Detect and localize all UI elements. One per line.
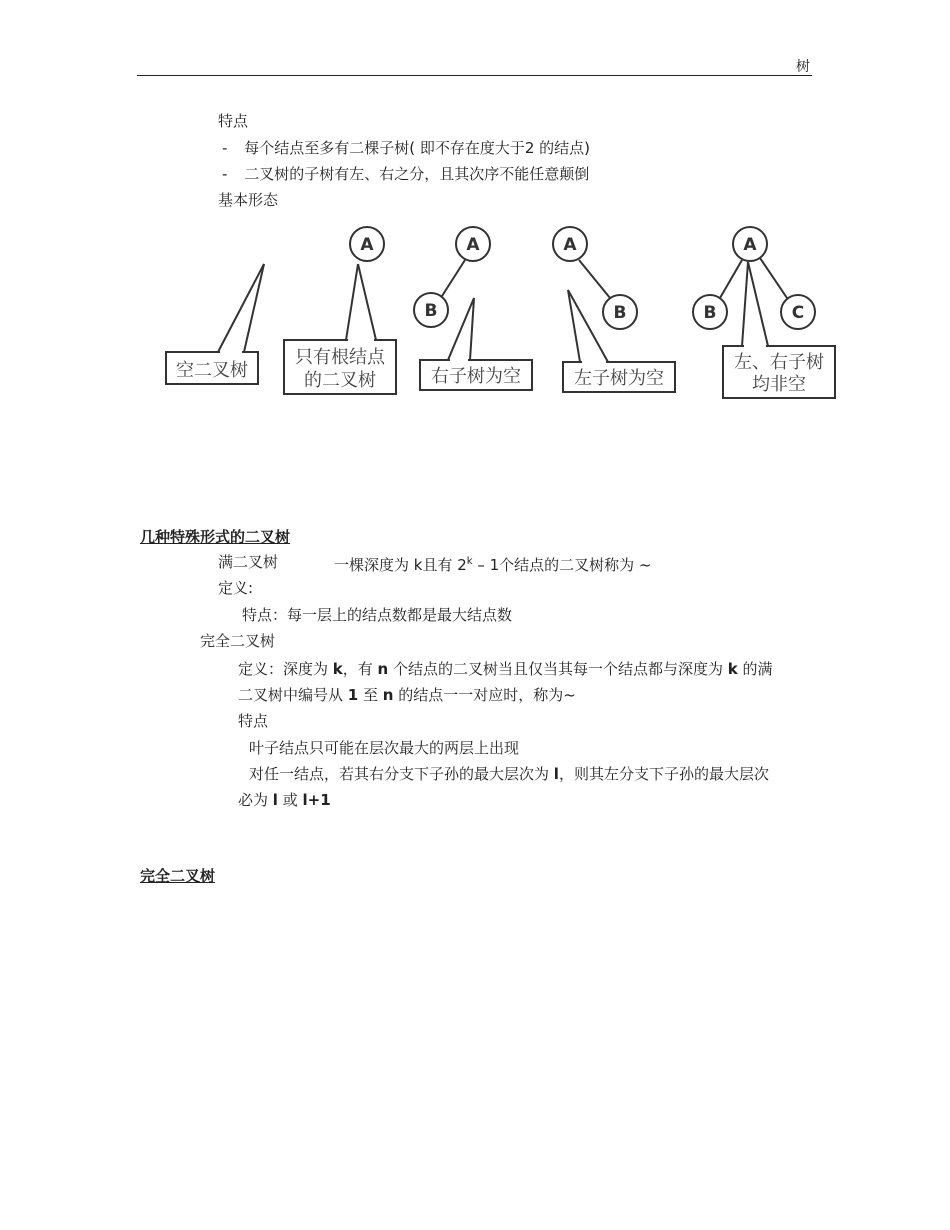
text-run: 至 [358, 686, 383, 704]
var-l: l [272, 791, 278, 809]
text-run: 定义：深度为 [238, 660, 333, 678]
label-right-empty: 右子树为空 [431, 366, 521, 387]
binary-tree-forms-diagram [160, 222, 840, 404]
page-header-title: 树 [796, 59, 810, 75]
node-a-label: A [360, 235, 374, 255]
full-tree-definition [334, 552, 652, 575]
label-root-only-line2: 的二叉树 [304, 370, 376, 391]
complete-tree-heading: 完全二叉树 [140, 867, 216, 885]
text-run: 的满 [737, 660, 773, 678]
forms-title: 基本形态 [218, 191, 279, 209]
full-tree-title: 满二叉树 [218, 553, 279, 571]
header-divider [137, 75, 812, 76]
var-n: n [382, 686, 394, 704]
node-c-label: C [791, 303, 805, 323]
complete-tree-def-line2 [238, 685, 576, 705]
feature-item-2 [222, 164, 589, 184]
label-both-line2: 均非空 [752, 374, 806, 395]
number-1: 1 [347, 686, 359, 704]
feature-text: 二叉树的子树有左、右之分，且其次序不能任意颠倒 [244, 165, 590, 183]
superscript-k: k [466, 556, 473, 567]
node-b-label: B [703, 303, 717, 323]
full-tree-def-label: 定义: [218, 579, 254, 597]
text-run: 或 [277, 791, 303, 809]
var-n: n [377, 660, 389, 678]
node-b-label: B [424, 301, 438, 321]
bullet: - [222, 165, 228, 183]
label-root-only-line1: 只有根结点 [295, 347, 385, 368]
text-run: ，则其左分支下子孙的最大层次 [558, 765, 769, 783]
label-empty-tree: 空二叉树 [176, 360, 248, 381]
special-forms-heading: 几种特殊形式的二叉树 [140, 528, 291, 546]
text-run: 必为 [238, 791, 273, 809]
definition-text: – 1个结点的二叉树称为 ~ [472, 556, 652, 574]
node-b-label: B [613, 303, 627, 323]
full-tree-feature: 特点：每一层上的结点数都是最大结点数 [242, 606, 513, 624]
label-left-empty: 左子树为空 [574, 368, 664, 389]
var-k: k [332, 660, 343, 678]
label-both-line1: 左、右子树 [734, 352, 824, 373]
complete-tree-feature-1: 叶子结点只可能在层次最大的两层上出现 [249, 739, 520, 757]
text-run: 的结点一一对应时，称为~ [393, 686, 576, 704]
complete-tree-feature-2-line2 [238, 790, 331, 810]
feature-item-1 [222, 138, 590, 158]
complete-tree-title: 完全二叉树 [200, 632, 276, 650]
node-a-label: A [743, 235, 757, 255]
text-run: 对任一结点，若其右分支下子孙的最大层次为 [249, 765, 554, 783]
expr-l-plus-1: l+1 [302, 791, 331, 809]
var-l: l [553, 765, 559, 783]
text-run: 个结点的二叉树当且仅当其每一个结点都与深度为 [388, 660, 728, 678]
features-title: 特点 [218, 112, 249, 130]
text-run: ，有 [342, 660, 378, 678]
definition-text: 一棵深度为 k且有 2 [334, 556, 467, 574]
node-a-label: A [563, 235, 577, 255]
text-run: 二叉树中编号从 [238, 686, 348, 704]
complete-tree-feature-2-line1 [249, 764, 769, 784]
complete-tree-feature-title: 特点 [238, 712, 269, 730]
bullet: - [222, 139, 228, 157]
feature-text: 每个结点至多有二棵子树( 即不存在度大于2 的结点) [244, 139, 590, 157]
complete-tree-def-line1 [238, 659, 773, 679]
tree-root-only [284, 227, 396, 394]
node-a-label: A [466, 235, 480, 255]
var-k: k [727, 660, 738, 678]
